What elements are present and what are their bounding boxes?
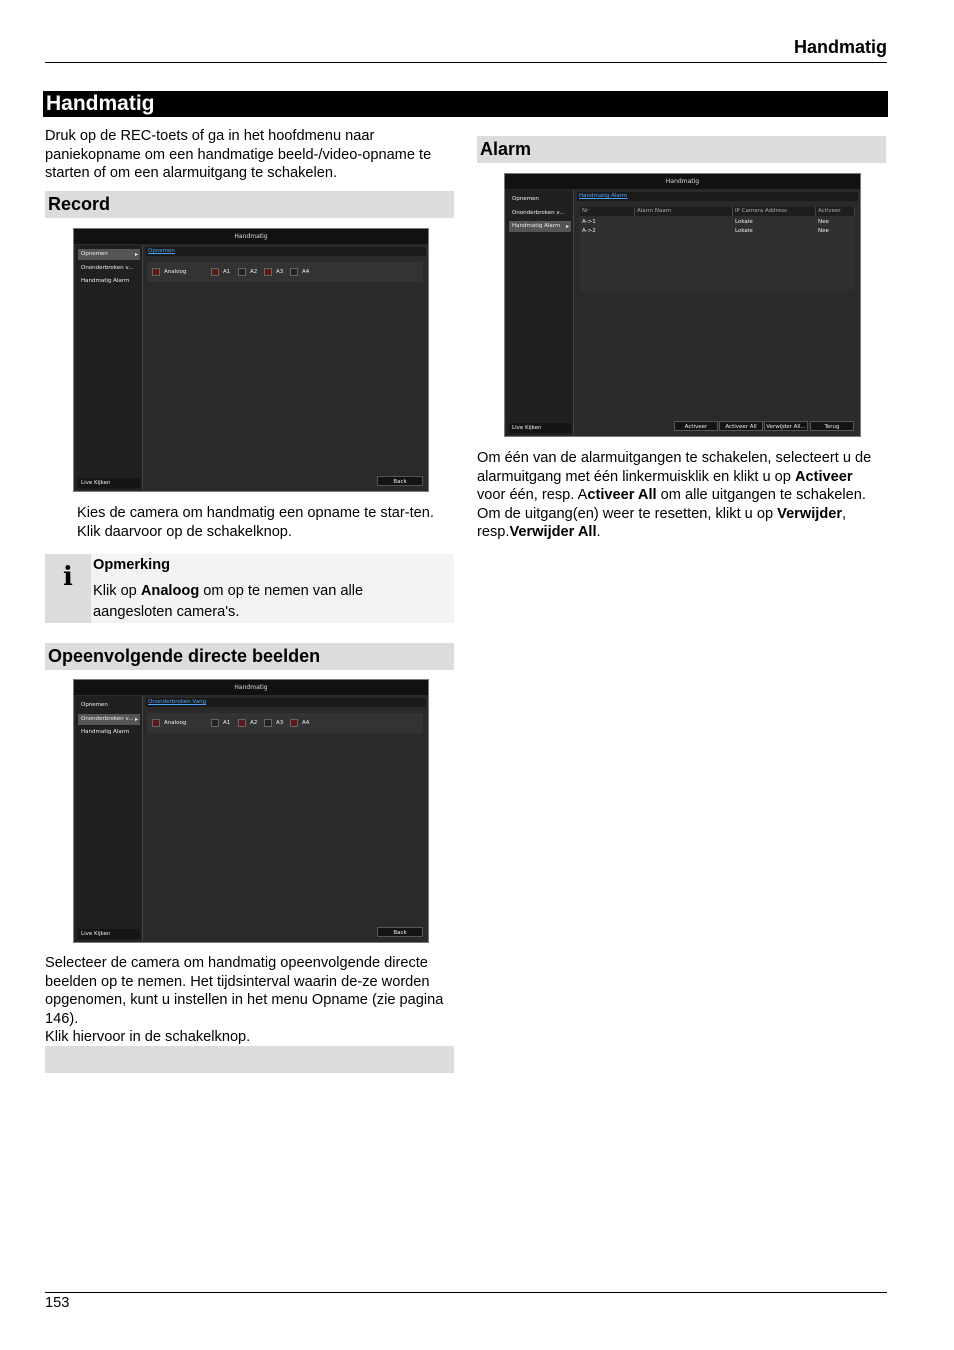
record-heading: Record	[45, 191, 454, 218]
dvr-sidebar	[506, 190, 574, 435]
page-number: 153	[45, 1295, 70, 1311]
alarm-text-5: .	[596, 524, 601, 540]
col-activeer: Activeer	[816, 207, 855, 216]
table-cell: Lokale	[735, 219, 753, 225]
dvr-back-button[interactable]: Back	[377, 927, 423, 937]
footer-rule	[45, 1292, 887, 1293]
header-rule	[45, 62, 887, 63]
dvr-sidebar	[75, 696, 143, 941]
alarm-screenshot	[504, 173, 861, 437]
dvr-menu-ononderbroken[interactable]: Ononderbroken v...	[81, 265, 134, 271]
cam-a4-toggle[interactable]	[290, 719, 298, 727]
cam-a2-toggle[interactable]	[238, 719, 246, 727]
alarm-heading: Alarm	[477, 136, 886, 163]
col-nr: Nr	[580, 207, 635, 216]
cam-a1-label: A1	[223, 720, 231, 726]
continuous-caption-2: Klik hiervoor in de schakelknop.	[45, 1029, 251, 1045]
activeer-all-button[interactable]: Activeer All	[719, 421, 763, 431]
note-icon-box	[45, 554, 91, 623]
alarm-text-1: Om één van de alarmuitgangen te schakelen, selecteert u de alarmuitgang met één linkermuisklik en klikt u op	[477, 450, 872, 485]
info-icon: i	[63, 562, 73, 592]
cam-a2-label: A2	[250, 269, 258, 275]
alarm-paragraph	[477, 449, 885, 542]
table-row[interactable]: A->1	[582, 219, 596, 225]
dvr-title-bar: Handmatig	[74, 229, 428, 244]
dvr-title-bar: Handmatig	[74, 680, 428, 695]
running-header: Handmatig	[793, 37, 887, 57]
alarm-bold-activeer-all: ctiveer All	[587, 487, 657, 503]
dvr-live-button[interactable]: Live Kijken	[78, 929, 140, 939]
cam-a1-toggle[interactable]	[211, 719, 219, 727]
note-box	[45, 554, 454, 623]
dvr-menu-opnemen[interactable]: Opnemen ▸	[78, 249, 140, 260]
cam-a1-label: A1	[223, 269, 231, 275]
note-text-post: om op te nemen van alle aangesloten camera's.	[93, 583, 364, 620]
dvr-menu-handmatig-alarm[interactable]: Handmatig Alarm ▸	[509, 221, 571, 232]
cam-a3-toggle[interactable]	[264, 268, 272, 276]
analog-label: Analoog	[164, 720, 187, 726]
dvr-title-bar: Handmatig	[505, 174, 860, 189]
note-text-bold: Analoog	[140, 583, 200, 599]
cam-a2-toggle[interactable]	[238, 268, 246, 276]
intro-paragraph: Druk op de REC-toets of ga in het hoofdmenu naar paniekopname om een handmatige beeld-/video-opname te starten of om een alarmuitgang te schakelen.	[45, 128, 432, 181]
empty-section-bar	[45, 1046, 454, 1073]
note-body	[93, 581, 443, 623]
alarm-bold-verwijder-all: Verwijder All	[509, 524, 597, 540]
verwijder-all-button[interactable]: Verwijder All...	[764, 421, 808, 431]
alarm-bold-activeer: Activeer	[794, 468, 853, 485]
continuous-heading: Opeenvolgende directe beelden	[45, 643, 454, 670]
table-row[interactable]: A->2	[582, 228, 596, 234]
cam-a2-label: A2	[250, 720, 258, 726]
dvr-live-button[interactable]: Live Kijken	[509, 423, 571, 433]
analog-toggle[interactable]	[152, 268, 160, 276]
note-text-pre: Klik op	[93, 583, 141, 599]
alarm-text-3: om alle uitgangen te schakelen. Om de uitgang(en) weer te resetten, klikt u op	[477, 487, 866, 522]
dvr-camera-panel	[147, 713, 423, 733]
dvr-back-button[interactable]: Back	[377, 476, 423, 486]
dvr-menu-ononderbroken[interactable]: Ononderbroken v...	[512, 210, 565, 216]
record-caption: Kies de camera om handmatig een opname te star-ten. Klik daarvoor op de schakelknop.	[77, 505, 434, 540]
cam-a3-toggle[interactable]	[264, 719, 272, 727]
page-title: Handmatig	[43, 91, 888, 117]
record-screenshot	[73, 228, 429, 492]
activeer-button[interactable]: Activeer	[674, 421, 718, 431]
alarm-text-4: , resp.	[477, 505, 847, 540]
dvr-menu-handmatig-alarm[interactable]: Handmatig Alarm	[81, 278, 130, 284]
cam-a3-label: A3	[276, 269, 284, 275]
dvr-menu-handmatig-alarm[interactable]: Handmatig Alarm	[81, 729, 130, 735]
col-alarm-naam: Alarm Naam	[635, 207, 733, 216]
dvr-camera-panel	[147, 262, 423, 282]
alarm-bold-verwijder: Verwijder	[777, 505, 843, 522]
analog-label: Analoog	[164, 269, 187, 275]
table-cell: Nee	[818, 219, 829, 225]
table-cell: Lokale	[735, 228, 753, 234]
dvr-menu-ononderbroken[interactable]: Ononderbroken v... ▸	[78, 714, 140, 725]
cam-a1-toggle[interactable]	[211, 268, 219, 276]
cam-a4-label: A4	[302, 720, 310, 726]
note-heading: Opmerking	[93, 557, 171, 573]
table-cell	[635, 218, 733, 227]
cam-a3-label: A3	[276, 720, 284, 726]
dvr-breadcrumb[interactable]: Handmatig Alarm	[577, 192, 858, 201]
continuous-screenshot	[73, 679, 429, 943]
dvr-menu-opnemen[interactable]: Opnemen	[81, 702, 108, 708]
dvr-breadcrumb[interactable]: Ononderbroken Vang	[146, 698, 426, 707]
dvr-breadcrumb[interactable]: Opnemen	[146, 247, 426, 256]
alarm-text-2: voor één, resp. A	[477, 487, 588, 503]
table-cell	[635, 227, 733, 236]
continuous-caption: Selecteer de camera om handmatig opeenvolgende directe beelden op te nemen. Het tijdsinterval waarin de-ze worden opgenomen, kunt u instellen in het menu Opname (zie pagina 146).	[45, 955, 444, 1027]
table-cell: Nee	[818, 228, 829, 234]
dvr-menu-opnemen[interactable]: Opnemen	[512, 196, 539, 202]
dvr-sidebar	[75, 245, 143, 490]
analog-toggle[interactable]	[152, 719, 160, 727]
dvr-live-button[interactable]: Live Kijken	[78, 478, 140, 488]
cam-a4-label: A4	[302, 269, 310, 275]
cam-a4-toggle[interactable]	[290, 268, 298, 276]
col-ip-address: IP Camera Address	[733, 207, 816, 216]
terug-button[interactable]: Terug	[810, 421, 854, 431]
